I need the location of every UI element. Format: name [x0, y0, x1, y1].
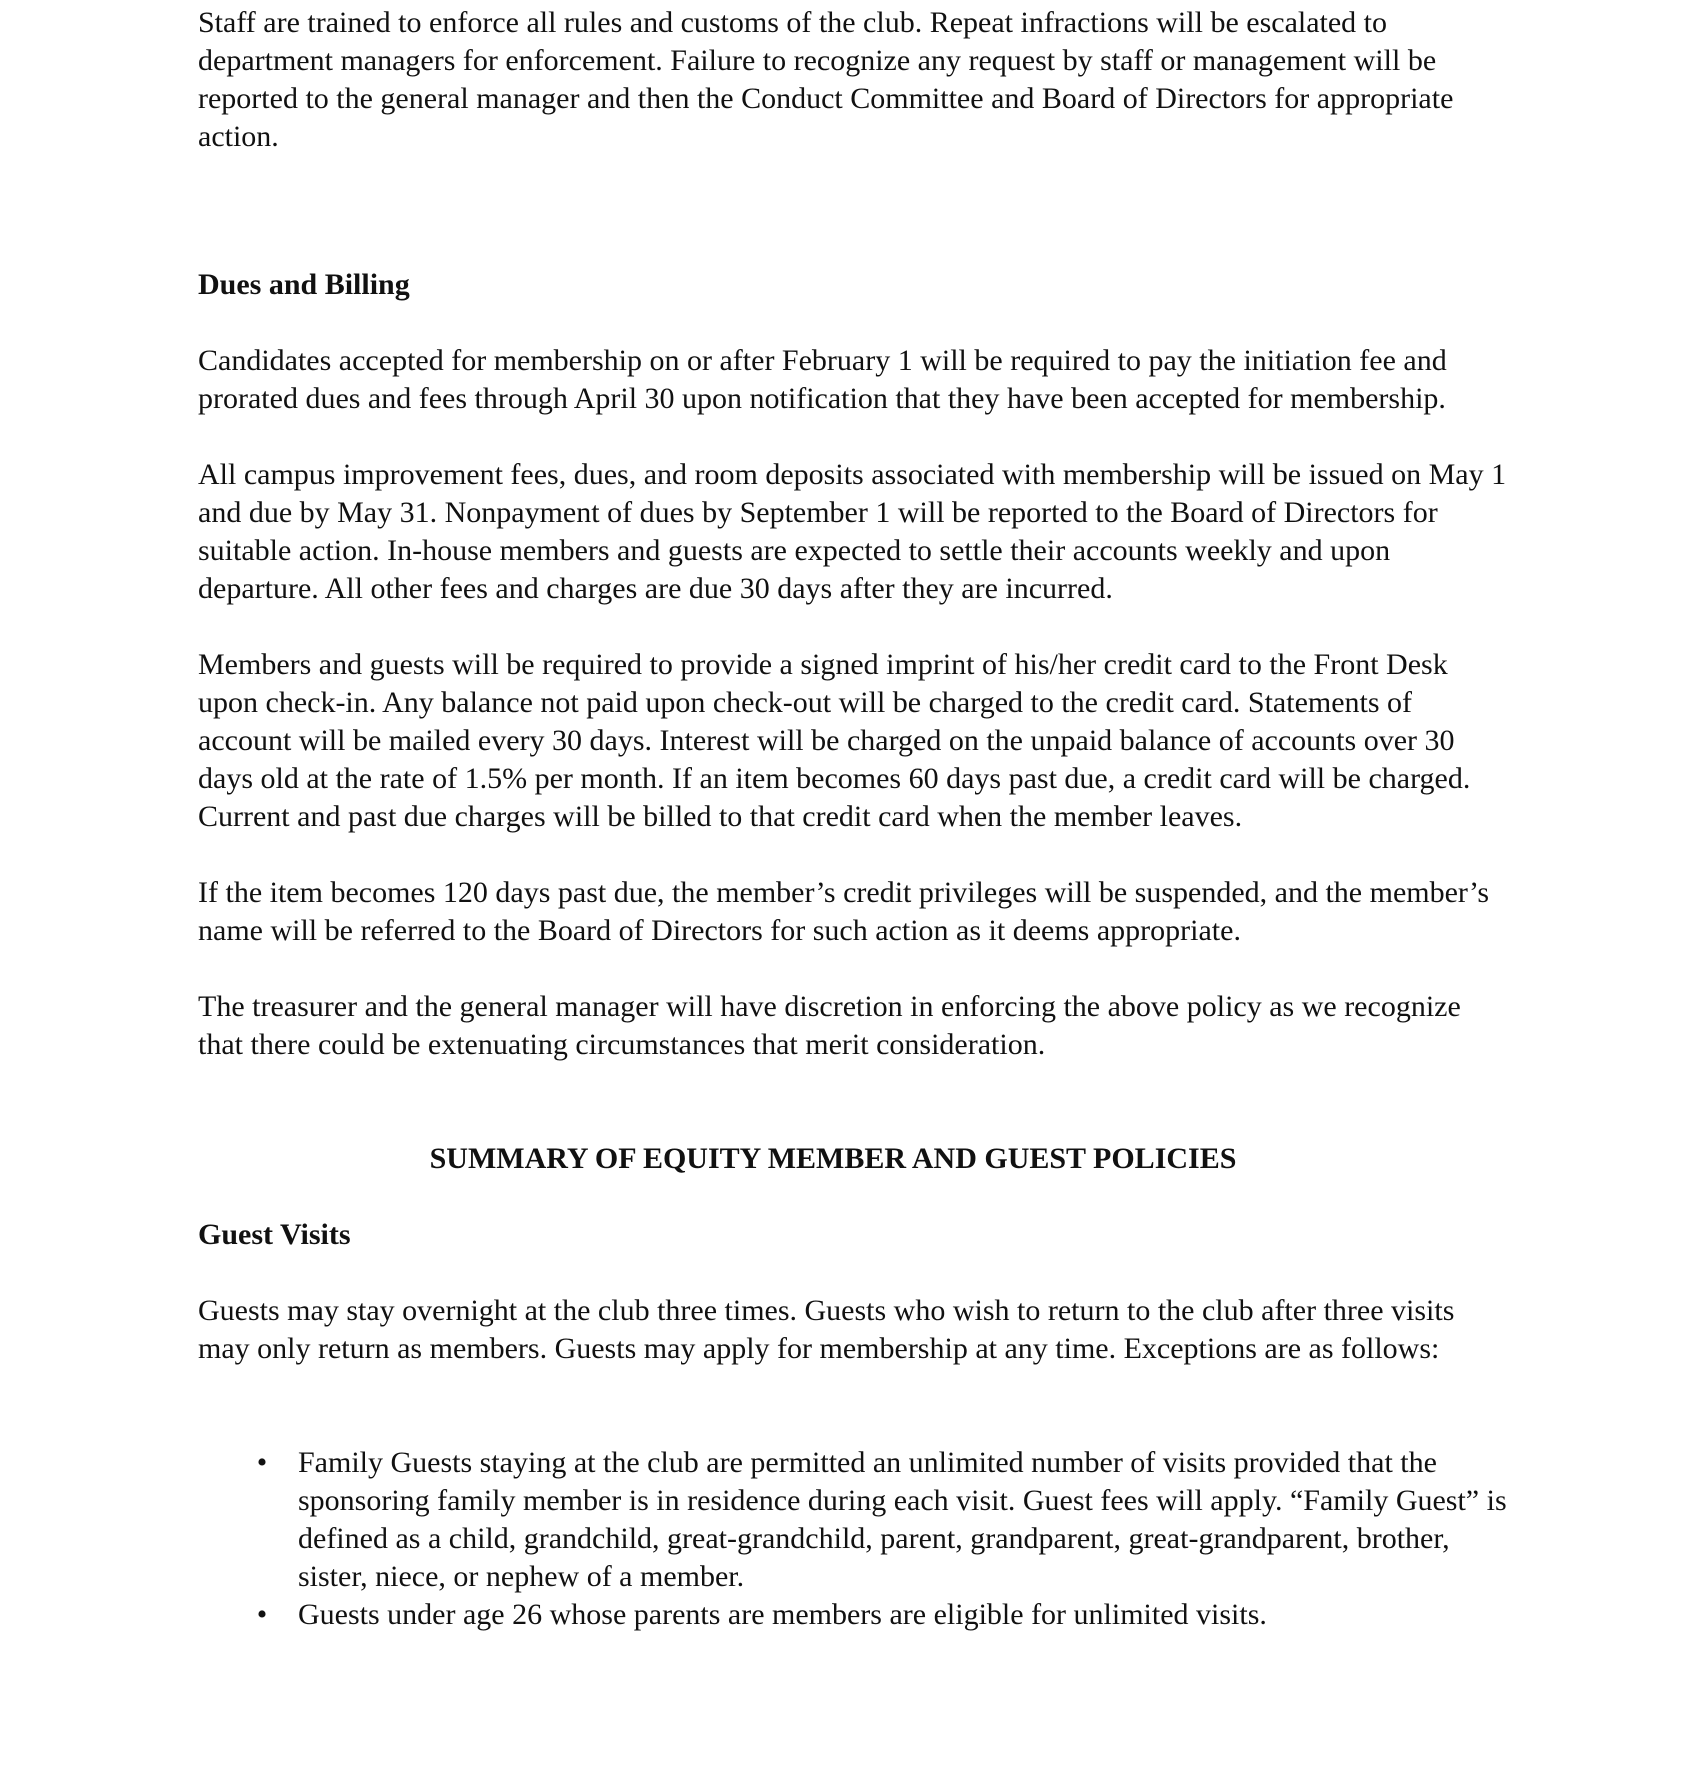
dues-paragraph-5: The treasurer and the general manager will have discretion in enforcing the above policy as we recognize that there could be extenuating circumstances that merit consideration.: [198, 990, 1461, 1061]
dues-billing-heading: Dues and Billing: [198, 268, 410, 301]
guest-visits-heading: Guest Visits: [198, 1218, 351, 1251]
document-body: [198, 4, 1508, 1634]
bullet-icon: •: [256, 1446, 268, 1479]
intro-paragraph: Staff are trained to enforce all rules and customs of the club. Repeat infractions will be escalated to department managers for enforcement. Failure to recognize any request by staff or management will be reported to the general manager and then the Conduct Committee and Board of Directors for appropriate action.: [198, 6, 1454, 153]
dues-paragraph-3: Members and guests will be required to provide a signed imprint of his/her credit card to the Front Desk upon check-in. Any balance not paid upon check-out will be charged to the credit card. Statements of account will be mailed every 30 days. Interest will be charged on the unpaid balance of accounts over 30 days old at the rate of 1.5% per month. If an item becomes 60 days past due, a credit card will be charged. Current and past due charges will be billed to that credit card when the member leaves.: [198, 648, 1471, 833]
list-item: [198, 1596, 1508, 1634]
summary-title: SUMMARY OF EQUITY MEMBER AND GUEST POLICIES: [429, 1142, 1237, 1175]
list-item-text: Guests under age 26 whose parents are members are eligible for unlimited visits.: [298, 1598, 1267, 1631]
dues-paragraph-2: All campus improvement fees, dues, and room deposits associated with membership will be issued on May 1 and due by May 31. Nonpayment of dues by September 1 will be reported to the Board of Directors for suitable action. In-house members and guests are expected to settle their accounts weekly and upon departure. All other fees and charges are due 30 days after they are incurred.: [198, 458, 1507, 605]
bullet-icon: •: [256, 1598, 268, 1631]
guest-visits-paragraph: Guests may stay overnight at the club three times. Guests who wish to return to the club after three visits may only return as members. Guests may apply for membership at any time. Exceptions are as follows:: [198, 1294, 1455, 1365]
guest-exceptions-list: [198, 1444, 1508, 1634]
list-item-text: Family Guests staying at the club are permitted an unlimited number of visits provided that the sponsoring family member is in residence during each visit. Guest fees will apply. “Family Guest” is defined as a child, grandchild, great-grandchild, parent, grandparent, great-grandparent, brother, sister, niece, or nephew of a member.: [298, 1446, 1507, 1593]
dues-paragraph-1: Candidates accepted for membership on or after February 1 will be required to pay the initiation fee and prorated dues and fees through April 30 upon notification that they have been accepted for membership.: [198, 344, 1447, 415]
dues-paragraph-4: If the item becomes 120 days past due, the member’s credit privileges will be suspended, and the member’s name will be referred to the Board of Directors for such action as it deems appropriate.: [198, 876, 1490, 947]
list-item: [198, 1444, 1508, 1596]
